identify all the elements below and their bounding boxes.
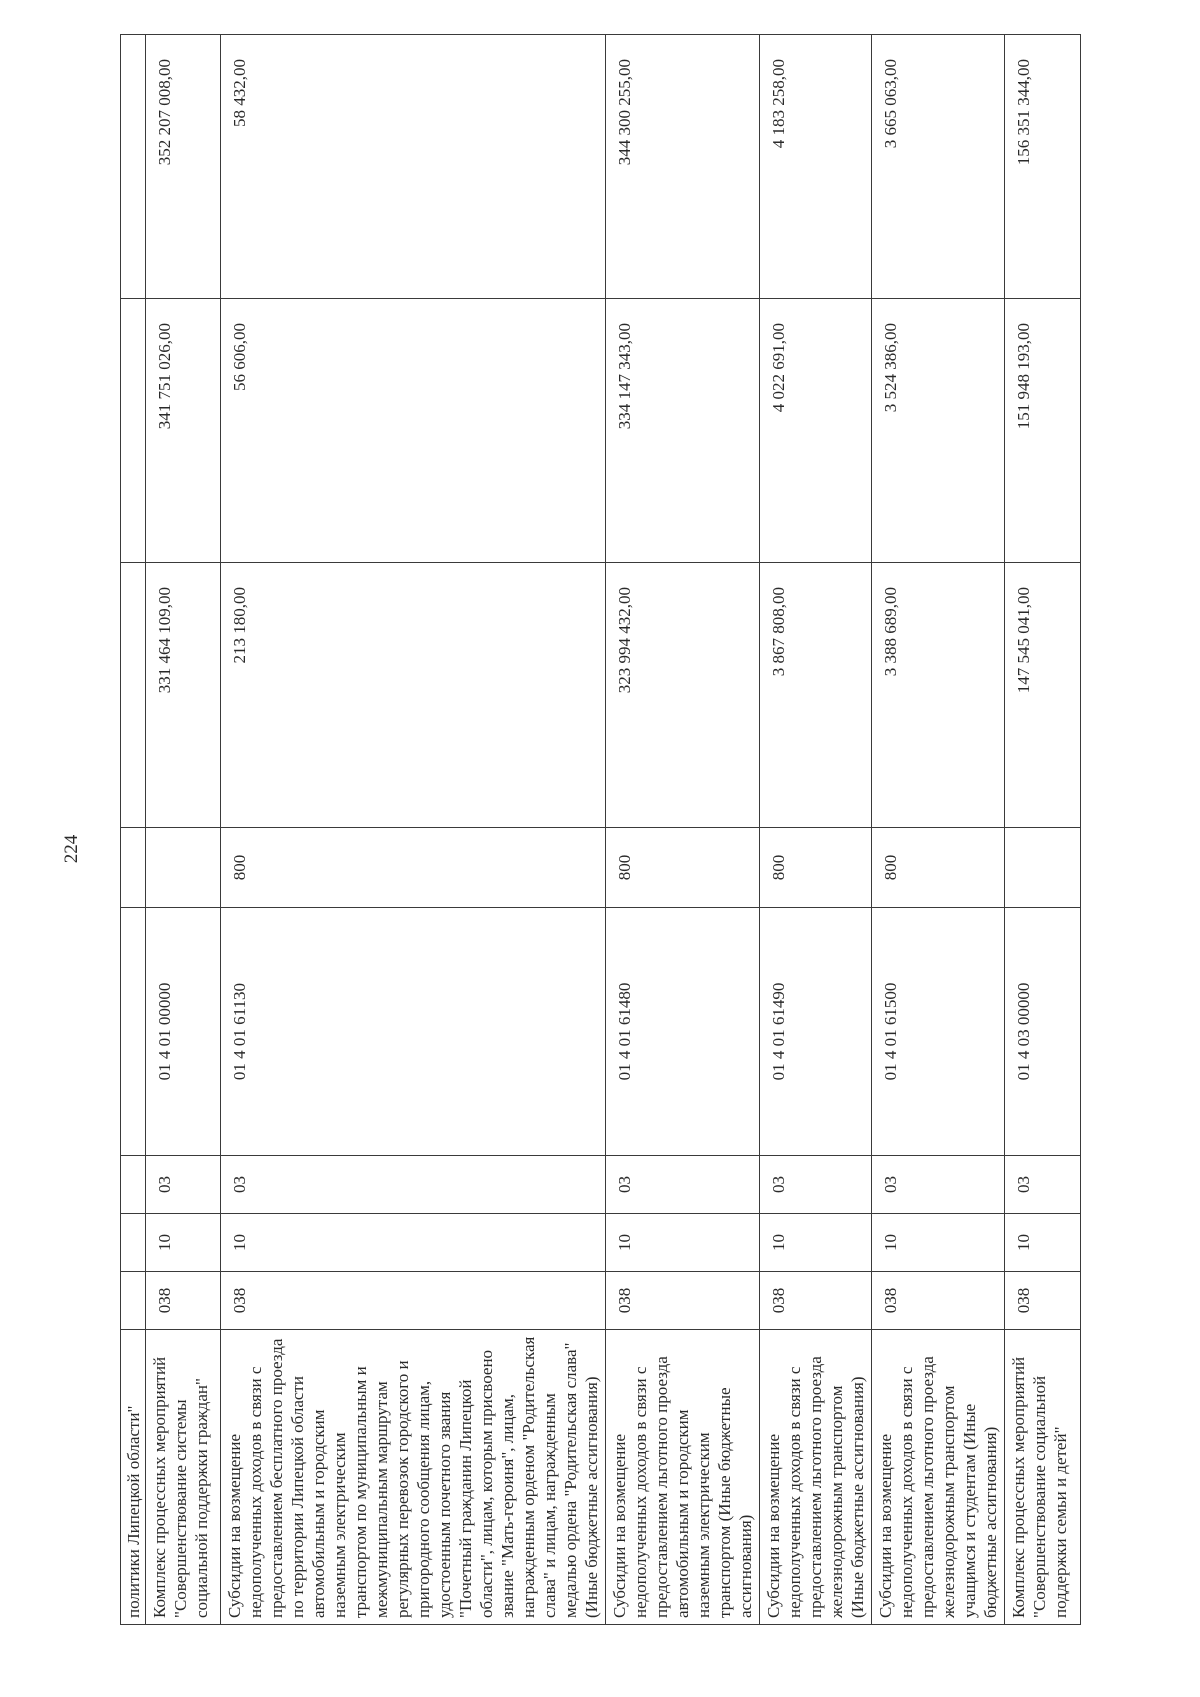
target-article-code: 01 4 01 61480	[606, 908, 760, 1156]
section-code: 10	[872, 1214, 1005, 1272]
amount-year-3: 156 351 344,00	[1005, 35, 1081, 299]
amount-year-2: 3 524 386,00	[872, 299, 1005, 563]
table-row	[606, 35, 760, 1625]
rotated-page-content	[120, 35, 1070, 1625]
section-code: 10	[760, 1214, 872, 1272]
amount-year-3: 3 665 063,00	[872, 35, 1005, 299]
amount-year-1: 323 994 432,00	[606, 563, 760, 828]
grbs-code: 038	[606, 1272, 760, 1330]
subsection-code: 03	[872, 1156, 1005, 1214]
table-row	[146, 35, 221, 1625]
expense-type-code: 800	[606, 828, 760, 908]
table-row	[760, 35, 872, 1625]
table-row	[221, 35, 606, 1625]
subsection-code: 03	[606, 1156, 760, 1214]
subsection-code	[121, 1156, 146, 1214]
row-name: Комплекс процессных мероприятий "Совершенствование системы социальной поддержки граждан"	[146, 1330, 221, 1625]
table-row	[872, 35, 1005, 1625]
amount-year-2: 4 022 691,00	[760, 299, 872, 563]
target-article-code: 01 4 03 00000	[1005, 908, 1081, 1156]
table-row	[1005, 35, 1081, 1625]
expense-type-code: 800	[221, 828, 606, 908]
subsection-code: 03	[221, 1156, 606, 1214]
expense-type-code	[121, 828, 146, 908]
target-article-code: 01 4 01 61130	[221, 908, 606, 1156]
amount-year-1: 3 388 689,00	[872, 563, 1005, 828]
row-name: Комплекс процессных мероприятий "Совершенствование социальной поддержки семьи и детей"	[1005, 1330, 1081, 1625]
target-article-code: 01 4 01 61490	[760, 908, 872, 1156]
section-code: 10	[221, 1214, 606, 1272]
row-name: Субсидии на возмещение недополученных доходов в связи с предоставлением льготного проезда железнодорожным транспортом учащимся и студентам (Иные бюджетные ассигнования)	[872, 1330, 1005, 1625]
amount-year-3: 352 207 008,00	[146, 35, 221, 299]
amount-year-2	[121, 299, 146, 563]
amount-year-1	[121, 563, 146, 828]
row-name: Субсидии на возмещение недополученных доходов в связи с предоставлением льготного проезда железнодорожным транспортом (Иные бюджетные ассигнования)	[760, 1330, 872, 1625]
amount-year-3: 344 300 255,00	[606, 35, 760, 299]
amount-year-2: 151 948 193,00	[1005, 299, 1081, 563]
expense-type-code	[1005, 828, 1081, 908]
amount-year-2: 334 147 343,00	[606, 299, 760, 563]
section-code: 10	[606, 1214, 760, 1272]
amount-year-1: 213 180,00	[221, 563, 606, 828]
grbs-code: 038	[1005, 1272, 1081, 1330]
subsection-code: 03	[146, 1156, 221, 1214]
budget-table	[120, 34, 1081, 1625]
page-number: 224	[61, 834, 82, 864]
amount-year-3: 58 432,00	[221, 35, 606, 299]
grbs-code: 038	[760, 1272, 872, 1330]
subsection-code: 03	[1005, 1156, 1081, 1214]
section-code: 10	[146, 1214, 221, 1272]
target-article-code: 01 4 01 00000	[146, 908, 221, 1156]
row-name: Субсидии на возмещение недополученных доходов в связи с предоставлением льготного проезда автомобильным и городским наземным электрическим транспортом (Иные бюджетные ассигнования)	[606, 1330, 760, 1625]
amount-year-2: 341 751 026,00	[146, 299, 221, 563]
amount-year-1: 331 464 109,00	[146, 563, 221, 828]
amount-year-1: 3 867 808,00	[760, 563, 872, 828]
grbs-code: 038	[221, 1272, 606, 1330]
expense-type-code: 800	[760, 828, 872, 908]
amount-year-3: 4 183 258,00	[760, 35, 872, 299]
grbs-code	[121, 1272, 146, 1330]
grbs-code: 038	[146, 1272, 221, 1330]
row-name: Субсидии на возмещение недополученных доходов в связи с предоставлением бесплатного проезда по территории Липецкой области автомобильным и городским наземным электрическим транспортом по муниципальным и межмуниципальным маршрутам регулярных перевозок городского и пригородного сообщения лицам, удостоенным почетного звания "Почетный гражданин Липецкой области", лицам, которым присвоено звание "Мать-героиня", лицам, награжденным орденом "Родительская слава" и лицам, награжденным медалью ордена "Родительская слава" (Иные бюджетные ассигнования)	[221, 1330, 606, 1625]
amount-year-2: 56 606,00	[221, 299, 606, 563]
section-code	[121, 1214, 146, 1272]
expense-type-code	[146, 828, 221, 908]
target-article-code	[121, 908, 146, 1156]
amount-year-3	[121, 35, 146, 299]
amount-year-1: 147 545 041,00	[1005, 563, 1081, 828]
grbs-code: 038	[872, 1272, 1005, 1330]
table-row	[121, 35, 146, 1625]
subsection-code: 03	[760, 1156, 872, 1214]
row-name: политики Липецкой области"	[121, 1330, 146, 1625]
section-code: 10	[1005, 1214, 1081, 1272]
expense-type-code: 800	[872, 828, 1005, 908]
target-article-code: 01 4 01 61500	[872, 908, 1005, 1156]
